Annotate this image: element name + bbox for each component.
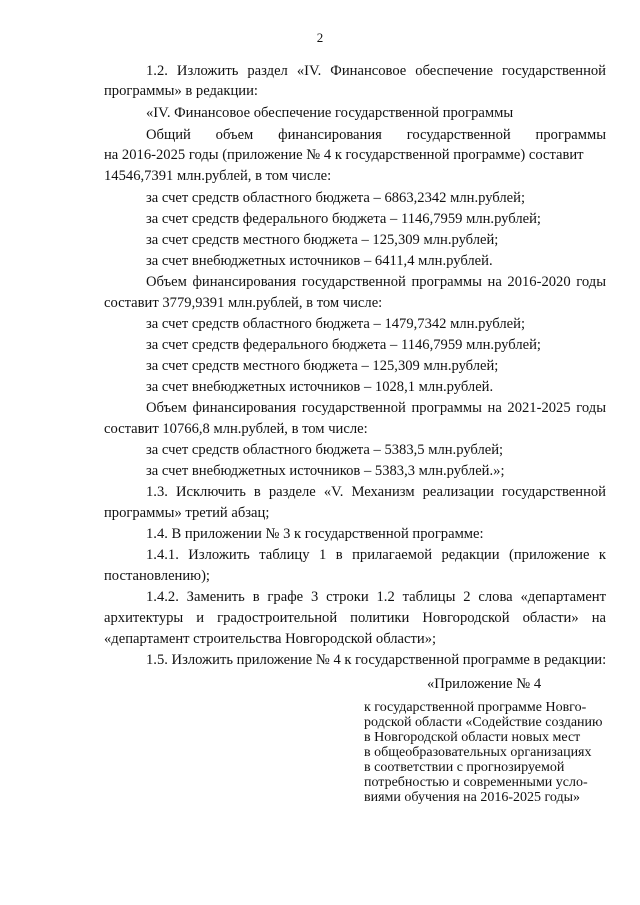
paragraph-line: 1.4. В приложении № 3 к государственной программе: — [146, 526, 484, 542]
appendix-title: «Приложение № 4 — [427, 676, 542, 692]
paragraph-line: программы» в редакции: — [104, 83, 258, 99]
list-item: за счет средств местного бюджета – 125,309 млн.рублей; — [146, 358, 499, 374]
list-item: за счет внебюджетных источников – 5383,3 млн.рублей.»; — [146, 463, 505, 479]
paragraph-line: «департамент строительства Новгородской области»; — [104, 631, 437, 647]
paragraph-line: 1.4.2. Заменить в графе 3 строки 1.2 таблицы 2 слова «департамент — [146, 589, 606, 605]
appendix-line: в соответствии с прогнозируемой — [364, 760, 565, 775]
paragraph-line: 1.4.1. Изложить таблицу 1 в прилагаемой редакции (приложение к — [146, 547, 606, 563]
paragraph-line: 1.2. Изложить раздел «IV. Финансовое обеспечение государственной — [146, 63, 606, 79]
list-item: за счет средств федерального бюджета – 1146,7959 млн.рублей; — [146, 211, 541, 227]
paragraph-line: Общий объем финансирования государственной программы — [146, 127, 606, 143]
appendix-line: в Новгородской области новых мест — [364, 730, 581, 745]
list-item: за счет средств местного бюджета – 125,309 млн.рублей; — [146, 232, 499, 248]
appendix-line: к государственной программе Новго- — [364, 700, 587, 715]
appendix-line: виями обучения на 2016-2025 годы» — [364, 790, 581, 805]
list-item: за счет средств областного бюджета – 5383,5 млн.рублей; — [146, 442, 504, 458]
paragraph-line: 14546,7391 млн.рублей, в том числе: — [104, 168, 332, 184]
section-heading: «IV. Финансовое обеспечение государственной программы — [146, 105, 514, 121]
appendix-line: родской области «Содействие созданию — [364, 715, 603, 730]
paragraph-line: 1.3. Исключить в разделе «V. Механизм реализации государственной — [146, 484, 606, 500]
list-item: за счет средств федерального бюджета – 1146,7959 млн.рублей; — [146, 337, 541, 353]
paragraph-line: Объем финансирования государственной программы на 2021-2025 годы — [146, 400, 606, 416]
list-item: за счет внебюджетных источников – 6411,4 млн.рублей. — [146, 253, 493, 269]
paragraph-line: программы» третий абзац; — [104, 505, 270, 521]
paragraph-line: архитектуры и градостроительной политики Новгородской области» на — [104, 610, 606, 626]
paragraph-line: составит 3779,9391 млн.рублей, в том числе: — [104, 295, 383, 311]
appendix-line: в общеобразовательных организациях — [364, 745, 592, 760]
page-number: 2 — [316, 30, 324, 45]
list-item: за счет внебюджетных источников – 1028,1 млн.рублей. — [146, 379, 494, 395]
paragraph-line: составит 10766,8 млн.рублей, в том числе: — [104, 421, 368, 437]
paragraph-line: 1.5. Изложить приложение № 4 к государственной программе в редакции: — [146, 652, 607, 668]
paragraph-line: на 2016-2025 годы (приложение № 4 к государственной программе) составит — [104, 147, 584, 163]
paragraph-line: постановлению); — [104, 568, 210, 584]
paragraph-line: Объем финансирования государственной программы на 2016-2020 годы — [146, 274, 606, 290]
list-item: за счет средств областного бюджета – 1479,7342 млн.рублей; — [146, 316, 525, 332]
list-item: за счет средств областного бюджета – 6863,2342 млн.рублей; — [146, 190, 525, 206]
appendix-line: потребностью и современными усло- — [364, 775, 588, 790]
